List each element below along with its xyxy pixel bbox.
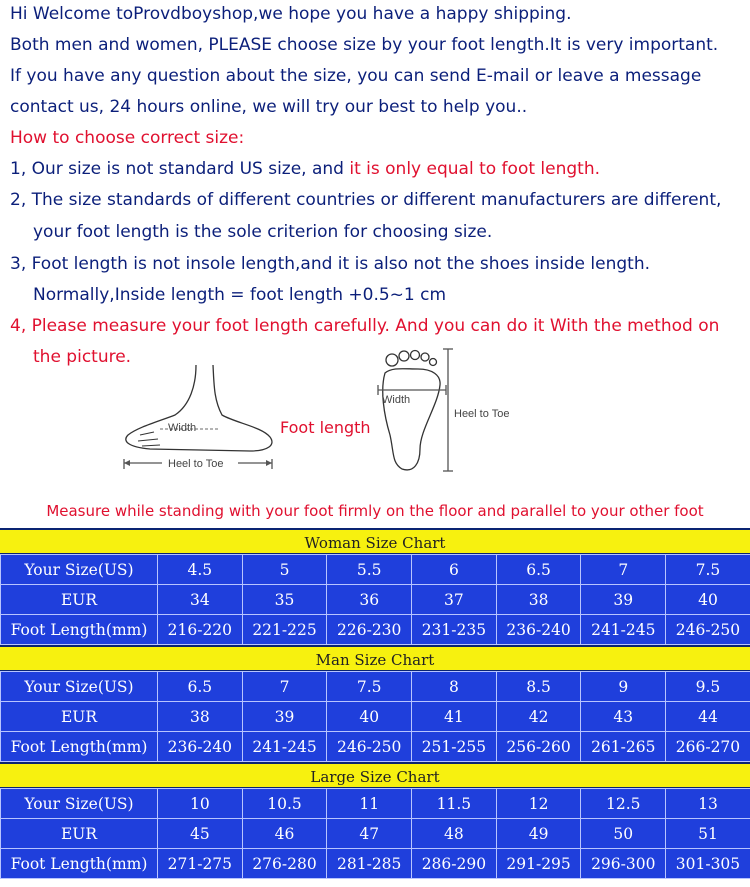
size-cell: 266-270	[666, 732, 750, 762]
size-cell: 40	[666, 585, 750, 615]
size-cell: 6	[412, 555, 497, 585]
size-cell: 5	[242, 555, 327, 585]
size-cell: 12.5	[581, 789, 666, 819]
row-label: EUR	[1, 585, 158, 615]
size-cell: 45	[158, 819, 243, 849]
guide-item-3b: Normally,Inside length = foot length +0.5~1 cm	[33, 285, 447, 305]
size-cell: 51	[666, 819, 750, 849]
foot-length-label: Foot length	[280, 418, 371, 437]
top-heel-to-toe-label: Heel to Toe	[454, 408, 510, 420]
guide-item-1-highlight: it is only equal to foot length.	[349, 159, 601, 179]
size-cell: 301-305	[666, 849, 750, 879]
guide-item-4b: the picture.	[33, 347, 132, 367]
size-cell: 9	[581, 672, 666, 702]
size-cell: 39	[581, 585, 666, 615]
guide-item-3a: 3, Foot length is not insole length,and it is also not the shoes inside length.	[10, 254, 651, 274]
size-cell: 241-245	[242, 732, 327, 762]
row-label: Foot Length(mm)	[1, 849, 158, 879]
size-cell: 44	[666, 702, 750, 732]
row-label: Your Size(US)	[1, 672, 158, 702]
size-cell: 42	[496, 702, 581, 732]
size-cell: 276-280	[242, 849, 327, 879]
row-label: EUR	[1, 702, 158, 732]
size-cell: 35	[242, 585, 327, 615]
size-cell: 221-225	[242, 615, 327, 645]
size-cell: 10	[158, 789, 243, 819]
side-heel-to-toe-label: Heel to Toe	[168, 458, 224, 470]
size-cell: 9.5	[666, 672, 750, 702]
row-label: Your Size(US)	[1, 789, 158, 819]
size-cell: 8	[412, 672, 497, 702]
size-cell: 6.5	[496, 555, 581, 585]
size-cell: 46	[242, 819, 327, 849]
welcome-line: Hi Welcome toProvdboyshop,we hope you have a happy shipping.	[10, 4, 572, 24]
guide-item-2a: 2, The size standards of different countries or different manufacturers are different,	[10, 190, 722, 210]
size-cell: 281-285	[327, 849, 412, 879]
size-cell: 13	[666, 789, 750, 819]
size-cell: 226-230	[327, 615, 412, 645]
chart-title: Man Size Chart	[0, 645, 750, 671]
footprint-illustration	[378, 349, 453, 471]
table-row	[1, 555, 750, 585]
contact-line-1: If you have any question about the size, you can send E-mail or leave a message	[10, 66, 702, 86]
size-cell: 11.5	[412, 789, 497, 819]
chart-title: Large Size Chart	[0, 762, 750, 788]
guide-item-2b: your foot length is the sole criterion for choosing size.	[33, 222, 493, 242]
size-cell: 216-220	[158, 615, 243, 645]
table-row	[1, 732, 750, 762]
size-cell: 5.5	[327, 555, 412, 585]
size-cell: 241-245	[581, 615, 666, 645]
size-cell: 49	[496, 819, 581, 849]
size-cell: 231-235	[412, 615, 497, 645]
size-cell: 8.5	[496, 672, 581, 702]
size-cell: 6.5	[158, 672, 243, 702]
size-cell: 7	[581, 555, 666, 585]
size-cell: 7.5	[666, 555, 750, 585]
size-cell: 37	[412, 585, 497, 615]
table-row	[1, 615, 750, 645]
size-table	[0, 554, 750, 645]
size-cell: 246-250	[666, 615, 750, 645]
size-cell: 47	[327, 819, 412, 849]
chart-title: Woman Size Chart	[0, 528, 750, 554]
size-cell: 261-265	[581, 732, 666, 762]
size-cell: 38	[496, 585, 581, 615]
side-width-label: Width	[168, 422, 197, 434]
side-foot-illustration	[124, 365, 272, 469]
size-cell: 34	[158, 585, 243, 615]
top-width-label: Width	[382, 394, 411, 406]
row-label: Foot Length(mm)	[1, 732, 158, 762]
guide-item-4a: 4, Please measure your foot length carefully. And you can do it With the method on	[10, 316, 720, 336]
row-label: Your Size(US)	[1, 555, 158, 585]
size-cell: 43	[581, 702, 666, 732]
table-row	[1, 789, 750, 819]
size-cell: 236-240	[496, 615, 581, 645]
size-cell: 296-300	[581, 849, 666, 879]
size-cell: 4.5	[158, 555, 243, 585]
size-cell: 256-260	[496, 732, 581, 762]
table-row	[1, 849, 750, 879]
size-cell: 36	[327, 585, 412, 615]
size-cell: 291-295	[496, 849, 581, 879]
table-row	[1, 702, 750, 732]
size-cell: 11	[327, 789, 412, 819]
size-cell: 7.5	[327, 672, 412, 702]
size-table	[0, 788, 750, 879]
size-cell: 12	[496, 789, 581, 819]
size-cell: 48	[412, 819, 497, 849]
size-cell: 236-240	[158, 732, 243, 762]
row-label: Foot Length(mm)	[1, 615, 158, 645]
foot-measure-diagram	[0, 345, 750, 485]
size-cell: 38	[158, 702, 243, 732]
size-cell: 7	[242, 672, 327, 702]
guide-heading: How to choose correct size:	[10, 128, 245, 148]
size-cell: 251-255	[412, 732, 497, 762]
size-cell: 41	[412, 702, 497, 732]
size-cell: 40	[327, 702, 412, 732]
size-importance-line: Both men and women, PLEASE choose size by your foot length.It is very important.	[10, 35, 719, 55]
size-cell: 10.5	[242, 789, 327, 819]
size-charts	[0, 528, 750, 879]
guide-item-1	[10, 159, 600, 179]
table-row	[1, 585, 750, 615]
size-cell: 271-275	[158, 849, 243, 879]
contact-line-2: contact us, 24 hours online, we will try our best to help you..	[10, 97, 528, 117]
size-cell: 39	[242, 702, 327, 732]
size-cell: 246-250	[327, 732, 412, 762]
measure-instruction: Measure while standing with your foot firmly on the floor and parallel to your other foot	[46, 502, 704, 520]
row-label: EUR	[1, 819, 158, 849]
size-table	[0, 671, 750, 762]
table-row	[1, 672, 750, 702]
table-row	[1, 819, 750, 849]
size-cell: 286-290	[412, 849, 497, 879]
guide-item-1-text: 1, Our size is not standard US size, and	[10, 159, 350, 179]
size-cell: 50	[581, 819, 666, 849]
